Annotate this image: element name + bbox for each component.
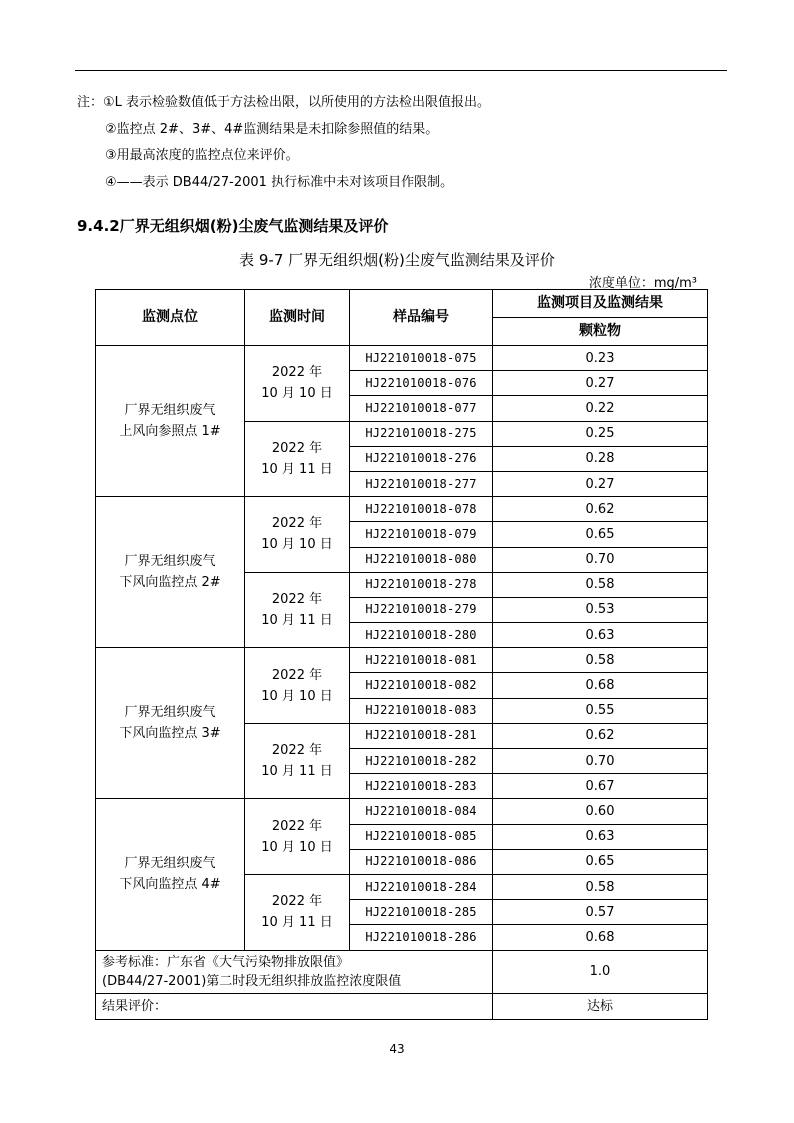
sample-id: HJ221010018-279 <box>350 597 493 622</box>
monitor-date: 2022 年 10 月 11 日 <box>245 572 350 648</box>
reference-value: 1.0 <box>493 950 708 993</box>
sample-id: HJ221010018-286 <box>350 925 493 950</box>
sample-id: HJ221010018-086 <box>350 849 493 874</box>
sample-id: HJ221010018-278 <box>350 572 493 597</box>
particulate-value: 0.28 <box>493 446 708 471</box>
monitor-date: 2022 年 10 月 11 日 <box>245 421 350 497</box>
section-heading: 9.4.2厂界无组织烟(粉)尘废气监测结果及评价 <box>77 217 389 235</box>
particulate-value: 0.25 <box>493 421 708 446</box>
result-value: 达标 <box>493 993 708 1019</box>
particulate-value: 0.55 <box>493 698 708 723</box>
note-2: ②监控点 2#、3#、4#监测结果是未扣除参照值的结果。 <box>105 122 439 137</box>
site-name: 厂界无组织废气 下风向监控点 2# <box>96 497 245 648</box>
sample-id: HJ221010018-075 <box>350 346 493 371</box>
monitor-date: 2022 年 10 月 10 日 <box>245 346 350 422</box>
sample-id: HJ221010018-285 <box>350 900 493 925</box>
particulate-value: 0.27 <box>493 471 708 496</box>
monitoring-table <box>95 289 708 1020</box>
particulate-value: 0.65 <box>493 522 708 547</box>
note-1: 注：①L 表示检验数值低于方法检出限，以所使用的方法检出限值报出。 <box>77 95 491 110</box>
particulate-value: 0.62 <box>493 723 708 748</box>
particulate-value: 0.57 <box>493 900 708 925</box>
reference-row <box>96 950 708 993</box>
site-name: 厂界无组织废气 上风向参照点 1# <box>96 346 245 497</box>
note-3: ③用最高浓度的监控点位来评价。 <box>105 148 299 163</box>
page-number: 43 <box>389 1042 405 1056</box>
sample-id: HJ221010018-081 <box>350 648 493 673</box>
particulate-value: 0.60 <box>493 799 708 824</box>
table-caption: 表 9-7 厂界无组织烟(粉)尘废气监测结果及评价 <box>239 251 555 269</box>
header-items: 监测项目及监测结果 <box>493 290 708 318</box>
sample-id: HJ221010018-082 <box>350 673 493 698</box>
particulate-value: 0.68 <box>493 925 708 950</box>
note-4: ④——表示 DB44/27-2001 执行标准中未对该项目作限制。 <box>105 175 454 190</box>
sample-id: HJ221010018-281 <box>350 723 493 748</box>
header-particulate: 颗粒物 <box>493 318 708 346</box>
sample-id: HJ221010018-079 <box>350 522 493 547</box>
particulate-value: 0.58 <box>493 648 708 673</box>
sample-id: HJ221010018-085 <box>350 824 493 849</box>
particulate-value: 0.23 <box>493 346 708 371</box>
sample-id: HJ221010018-277 <box>350 471 493 496</box>
header-rule <box>75 70 727 71</box>
particulate-value: 0.53 <box>493 597 708 622</box>
sample-id: HJ221010018-284 <box>350 874 493 899</box>
table-row <box>96 497 708 522</box>
particulate-value: 0.58 <box>493 572 708 597</box>
table-row <box>96 799 708 824</box>
particulate-value: 0.62 <box>493 497 708 522</box>
sample-id: HJ221010018-078 <box>350 497 493 522</box>
sample-id: HJ221010018-282 <box>350 749 493 774</box>
particulate-value: 0.70 <box>493 749 708 774</box>
monitor-date: 2022 年 10 月 10 日 <box>245 648 350 724</box>
header-sample: 样品编号 <box>350 290 493 346</box>
sample-id: HJ221010018-276 <box>350 446 493 471</box>
table-row <box>96 648 708 673</box>
particulate-value: 0.67 <box>493 774 708 799</box>
particulate-value: 0.70 <box>493 547 708 572</box>
monitor-date: 2022 年 10 月 11 日 <box>245 723 350 799</box>
particulate-value: 0.63 <box>493 623 708 648</box>
particulate-value: 0.27 <box>493 371 708 396</box>
monitor-date: 2022 年 10 月 10 日 <box>245 799 350 875</box>
particulate-value: 0.63 <box>493 824 708 849</box>
monitor-date: 2022 年 10 月 11 日 <box>245 874 350 950</box>
reference-label-line2: (DB44/27-2001)第二时段无组织排放监控浓度限值 <box>102 973 402 989</box>
particulate-value: 0.58 <box>493 874 708 899</box>
table-row <box>96 346 708 371</box>
sample-id: HJ221010018-077 <box>350 396 493 421</box>
header-time: 监测时间 <box>245 290 350 346</box>
sample-id: HJ221010018-084 <box>350 799 493 824</box>
sample-id: HJ221010018-283 <box>350 774 493 799</box>
result-row <box>96 993 708 1019</box>
particulate-value: 0.22 <box>493 396 708 421</box>
reference-label-line1: 参考标准：广东省《大气污染物排放限值》 <box>102 954 350 970</box>
unit-label: 浓度单位：mg/m³ <box>588 276 697 291</box>
particulate-value: 0.68 <box>493 673 708 698</box>
result-label: 结果评价： <box>96 993 493 1019</box>
sample-id: HJ221010018-280 <box>350 623 493 648</box>
site-name: 厂界无组织废气 下风向监控点 4# <box>96 799 245 950</box>
header-point: 监测点位 <box>96 290 245 346</box>
sample-id: HJ221010018-080 <box>350 547 493 572</box>
sample-id: HJ221010018-076 <box>350 371 493 396</box>
site-name: 厂界无组织废气 下风向监控点 3# <box>96 648 245 799</box>
particulate-value: 0.65 <box>493 849 708 874</box>
sample-id: HJ221010018-275 <box>350 421 493 446</box>
monitor-date: 2022 年 10 月 10 日 <box>245 497 350 573</box>
reference-label <box>96 950 493 993</box>
sample-id: HJ221010018-083 <box>350 698 493 723</box>
